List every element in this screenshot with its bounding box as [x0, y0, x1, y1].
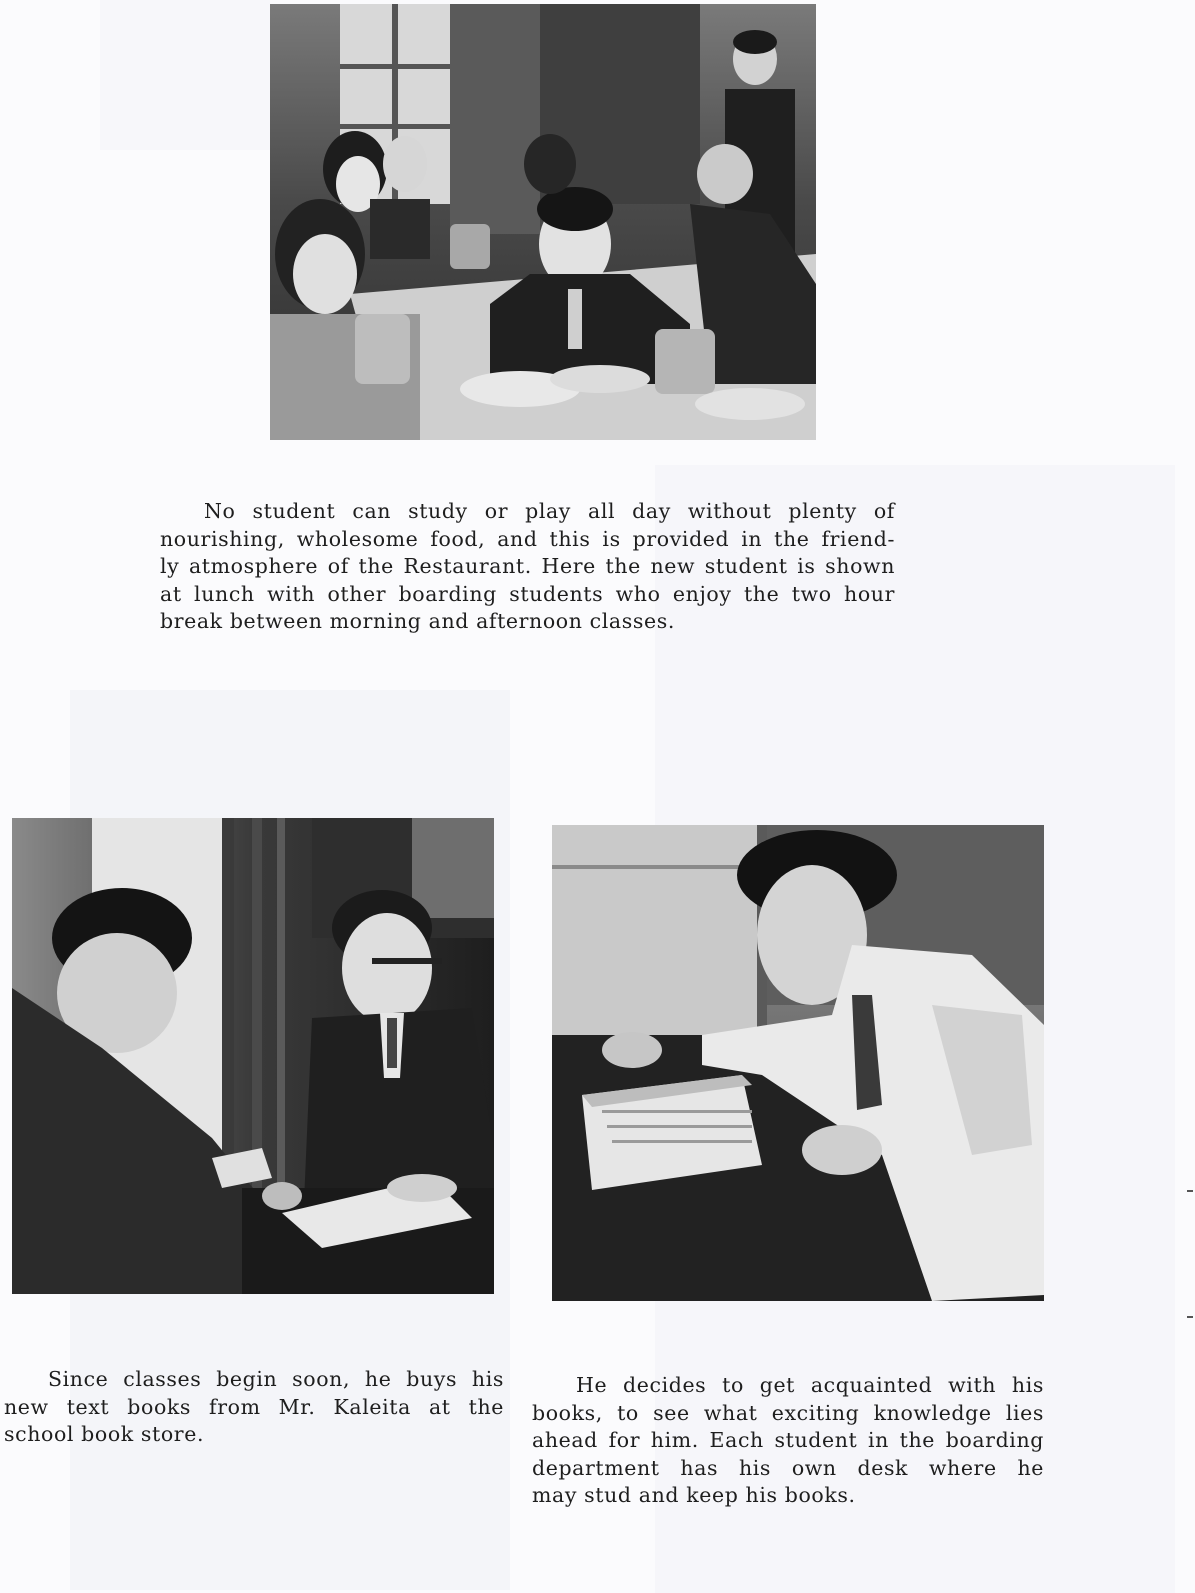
- caption-line: ly atmosphere of the Restaurant. Here the new student is shown: [160, 554, 895, 578]
- caption-line: nourishing, wholesome food, and this is provided in the friend-: [160, 526, 895, 551]
- caption-line: books, to see what exciting knowledge lies: [532, 1400, 1044, 1425]
- caption-line: No student can study or play all day without plenty of: [204, 499, 895, 523]
- bleed-through-top: [100, 0, 270, 150]
- desk-study-photo: [552, 825, 1044, 1301]
- bookstore-photo: [12, 818, 494, 1294]
- restaurant-lunch-photo: [270, 4, 816, 440]
- scan-mark: [1187, 1190, 1193, 1192]
- caption-line: break between morning and afternoon classes.: [160, 609, 675, 633]
- desk-caption: [532, 1372, 1044, 1510]
- caption-line: Since classes begin soon, he buys his: [48, 1367, 504, 1391]
- caption-line: ahead for him. Each student in the boarding: [532, 1428, 1044, 1452]
- caption-line: may stud and keep his books.: [532, 1483, 856, 1507]
- caption-line: He decides to get acquainted with his: [576, 1373, 1044, 1397]
- caption-line: department has his own desk where he: [532, 1455, 1044, 1480]
- caption-line: school book store.: [4, 1422, 205, 1446]
- restaurant-caption: [160, 498, 895, 636]
- bookstore-caption: [4, 1366, 504, 1449]
- caption-line: new text books from Mr. Kaleita at the: [4, 1394, 504, 1419]
- scan-mark: [1187, 1316, 1193, 1318]
- caption-line: at lunch with other boarding students who enjoy the two hour: [160, 581, 895, 606]
